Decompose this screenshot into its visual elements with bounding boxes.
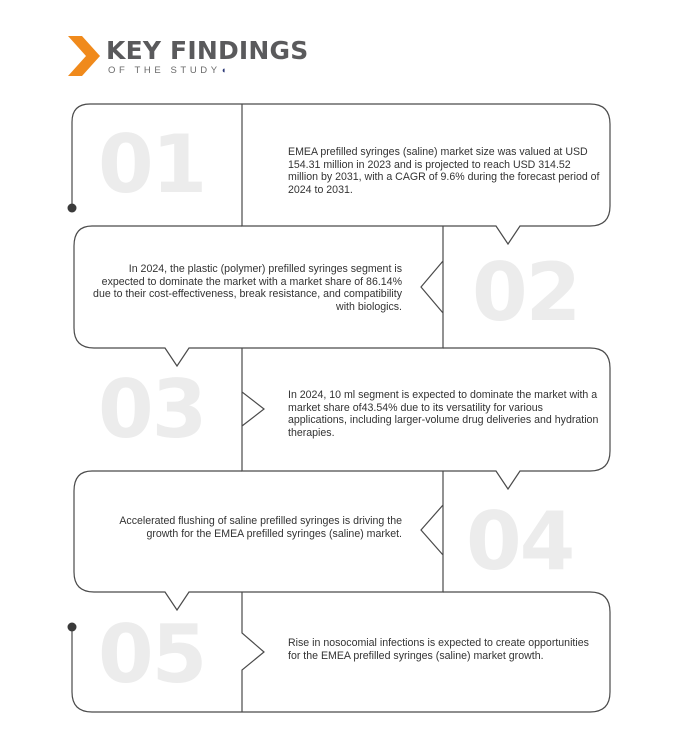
accent-dot-icon: ◖ — [220, 65, 227, 75]
page-title: KEY FINDINGS — [106, 36, 309, 65]
finding-text-04: Accelerated flushing of saline prefilled syringes is driving the growth for the EMEA prefilled syringes (saline) market. — [119, 515, 402, 540]
finding-text-01: EMEA prefilled syringes (saline) market size was valued at USD 154.31 million in 2023 and is projected to reach USD 314.52 million by 2031, with a CAGR of 9.6% during the forecast period of 2024 to 2031. — [288, 146, 600, 196]
finding-text-03: In 2024, 10 ml segment is expected to dominate the market with a market share of43.54% due to its versatility for various applications, including larger-volume drug deliveries and hydration therapies. — [288, 389, 599, 439]
finding-number-02: 02 — [472, 246, 580, 339]
finding-number-05: 05 — [98, 608, 206, 701]
finding-number-04: 04 — [466, 495, 574, 588]
page-subtitle: OF THE STUDY◖ — [108, 65, 227, 76]
finding-number-03: 03 — [98, 363, 206, 456]
flow-start-dot — [68, 204, 77, 213]
finding-number-01: 01 — [98, 118, 206, 211]
flow-end-dot — [68, 623, 77, 632]
finding-text-05: Rise in nosocomial infections is expected to create opportunities for the EMEA prefilled syringes (saline) market growth. — [288, 637, 589, 662]
finding-text-02: In 2024, the plastic (polymer) prefilled syringes segment is expected to dominate the market with a market share of 86.14% due to their cost-effectiveness, break resistance, and compatibility with biologics. — [93, 263, 402, 313]
